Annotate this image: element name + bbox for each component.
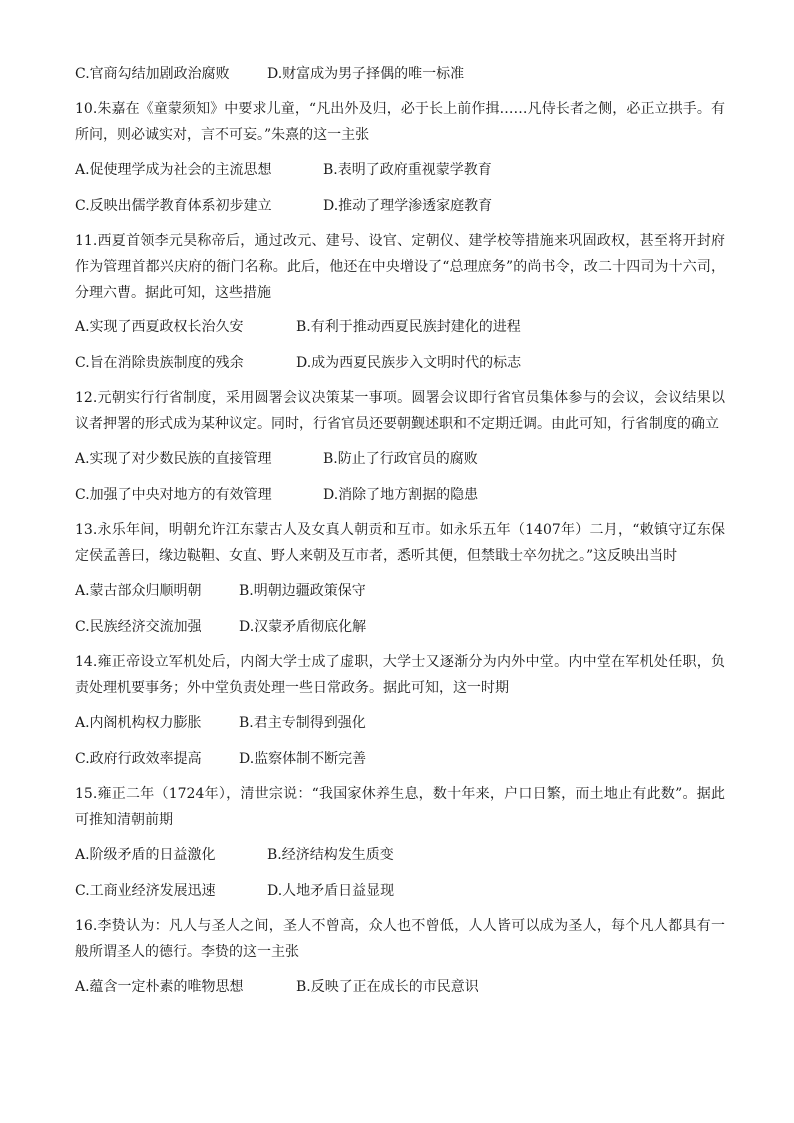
option-16-a: A.蕴含一定朴素的唯物思想 xyxy=(75,979,244,995)
option-15-b: B.经济结构发生质变 xyxy=(267,847,394,863)
question-11-stem: 11.西夏首领李元昊称帝后，通过改元、建号、设官、定朝仪、建学校等措施来巩固政权，甚至将开封府作为管理首都兴庆府的衙门名称。此后，他还在中央增设了“总理庶务”的尚书令，改二十四司为十六司，分理六曹。据此可知，这些措施 xyxy=(75,233,725,301)
question-10 xyxy=(75,96,725,148)
question-14-stem: 14.雍正帝设立军机处后，内阁大学士成了虚职，大学士又逐渐分为内外中堂。内中堂在军机处任职，负责处理机要事务；外中堂负责处理一些日常政务。据此可知，这一时期 xyxy=(75,654,725,696)
question-10-options-row-1 xyxy=(75,160,725,180)
question-12-stem: 12.元朝实行行省制度，采用圆署会议决策某一事项。圆署会议即行省官员集体参与的会议，会议结果以议者押署的形式成为某种议定。同时，行省官员还要朝觐述职和不定期迁调。由此可知，行省制度的确立 xyxy=(75,390,725,432)
question-14-options-row-2 xyxy=(75,749,725,769)
question-13-stem: 13.永乐年间，明朝允许江东蒙古人及女真人朝贡和互市。如永乐五年（1407年）二月，“敕镇守辽东保定侯孟善曰，缘边鞑靼、女直、野人来朝及互市者，悉听其便，但禁戢士卒勿扰之。”这反映出当时 xyxy=(75,522,725,564)
option-10-a: A.促使理学成为社会的主流思想 xyxy=(75,162,272,178)
option-11-b: B.有利于推动西夏民族封建化的进程 xyxy=(296,319,521,335)
question-16 xyxy=(75,913,725,965)
question-15 xyxy=(75,781,725,833)
option-9-d: D.财富成为男子择偶的唯一标准 xyxy=(267,66,465,82)
option-11-a: A.实现了西夏政权长治久安 xyxy=(75,319,244,335)
question-12-options-row-1 xyxy=(75,449,725,469)
option-14-d: D.监察体制不断完善 xyxy=(239,751,367,767)
option-14-a: A.内阁机构权力膨胀 xyxy=(75,715,202,731)
option-11-d: D.成为西夏民族步入文明时代的标志 xyxy=(296,355,522,371)
question-15-stem: 15.雍正二年（1724年），清世宗说：“我国家休养生息，数十年来，户口日繁，而土地止有此数”。据此可推知清朝前期 xyxy=(75,786,725,828)
question-13-options-row-1 xyxy=(75,581,725,601)
option-13-a: A.蒙古部众归顺明朝 xyxy=(75,583,202,599)
question-14-options-row-1 xyxy=(75,713,725,733)
option-13-d: D.汉蒙矛盾彻底化解 xyxy=(239,619,367,635)
option-13-c: C.民族经济交流加强 xyxy=(75,619,202,635)
question-9-options xyxy=(75,64,725,84)
option-10-c: C.反映出儒学教育体系初步建立 xyxy=(75,198,272,214)
question-13 xyxy=(75,517,725,569)
option-12-c: C.加强了中央对地方的有效管理 xyxy=(75,487,272,503)
option-15-d: D.人地矛盾日益显现 xyxy=(267,883,395,899)
question-16-stem: 16.李贽认为：凡人与圣人之间，圣人不曾高，众人也不曾低，人人皆可以成为圣人，每个凡人都具有一般所谓圣人的德行。李贽的这一主张 xyxy=(75,918,725,960)
question-13-options-row-2 xyxy=(75,617,725,637)
question-15-options-row-2 xyxy=(75,881,725,901)
question-15-options-row-1 xyxy=(75,845,725,865)
question-10-stem: 10.朱嘉在《童蒙须知》中要求儿童，“凡出外及归，必于长上前作揖……凡侍长者之侧，必正立拱手。有所问，则必诚实对，言不可妄。”朱熹的这一主张 xyxy=(75,101,725,143)
question-11-options-row-1 xyxy=(75,317,725,337)
question-11-options-row-2 xyxy=(75,353,725,373)
question-11 xyxy=(75,228,725,306)
option-10-d: D.推动了理学渗透家庭教育 xyxy=(323,198,493,214)
option-14-b: B.君主专制得到强化 xyxy=(239,715,366,731)
option-16-b: B.反映了正在成长的市民意识 xyxy=(296,979,479,995)
option-13-b: B.明朝边疆政策保守 xyxy=(239,583,366,599)
question-12-options-row-2 xyxy=(75,485,725,505)
question-14 xyxy=(75,649,725,701)
question-10-options-row-2 xyxy=(75,196,725,216)
option-14-c: C.政府行政效率提高 xyxy=(75,751,202,767)
option-12-b: B.防止了行政官员的腐败 xyxy=(323,451,478,467)
question-16-options-row-1 xyxy=(75,977,725,997)
option-10-b: B.表明了政府重视蒙学教育 xyxy=(323,162,492,178)
question-12 xyxy=(75,385,725,437)
option-15-c: C.工商业经济发展迅速 xyxy=(75,883,216,899)
option-15-a: A.阶级矛盾的日益激化 xyxy=(75,847,216,863)
option-12-a: A.实现了对少数民族的直接管理 xyxy=(75,451,272,467)
option-9-c: C.官商勾结加剧政治腐败 xyxy=(75,66,230,82)
option-12-d: D.消除了地方割据的隐患 xyxy=(323,487,479,503)
option-11-c: C.旨在消除贵族制度的残余 xyxy=(75,355,244,371)
